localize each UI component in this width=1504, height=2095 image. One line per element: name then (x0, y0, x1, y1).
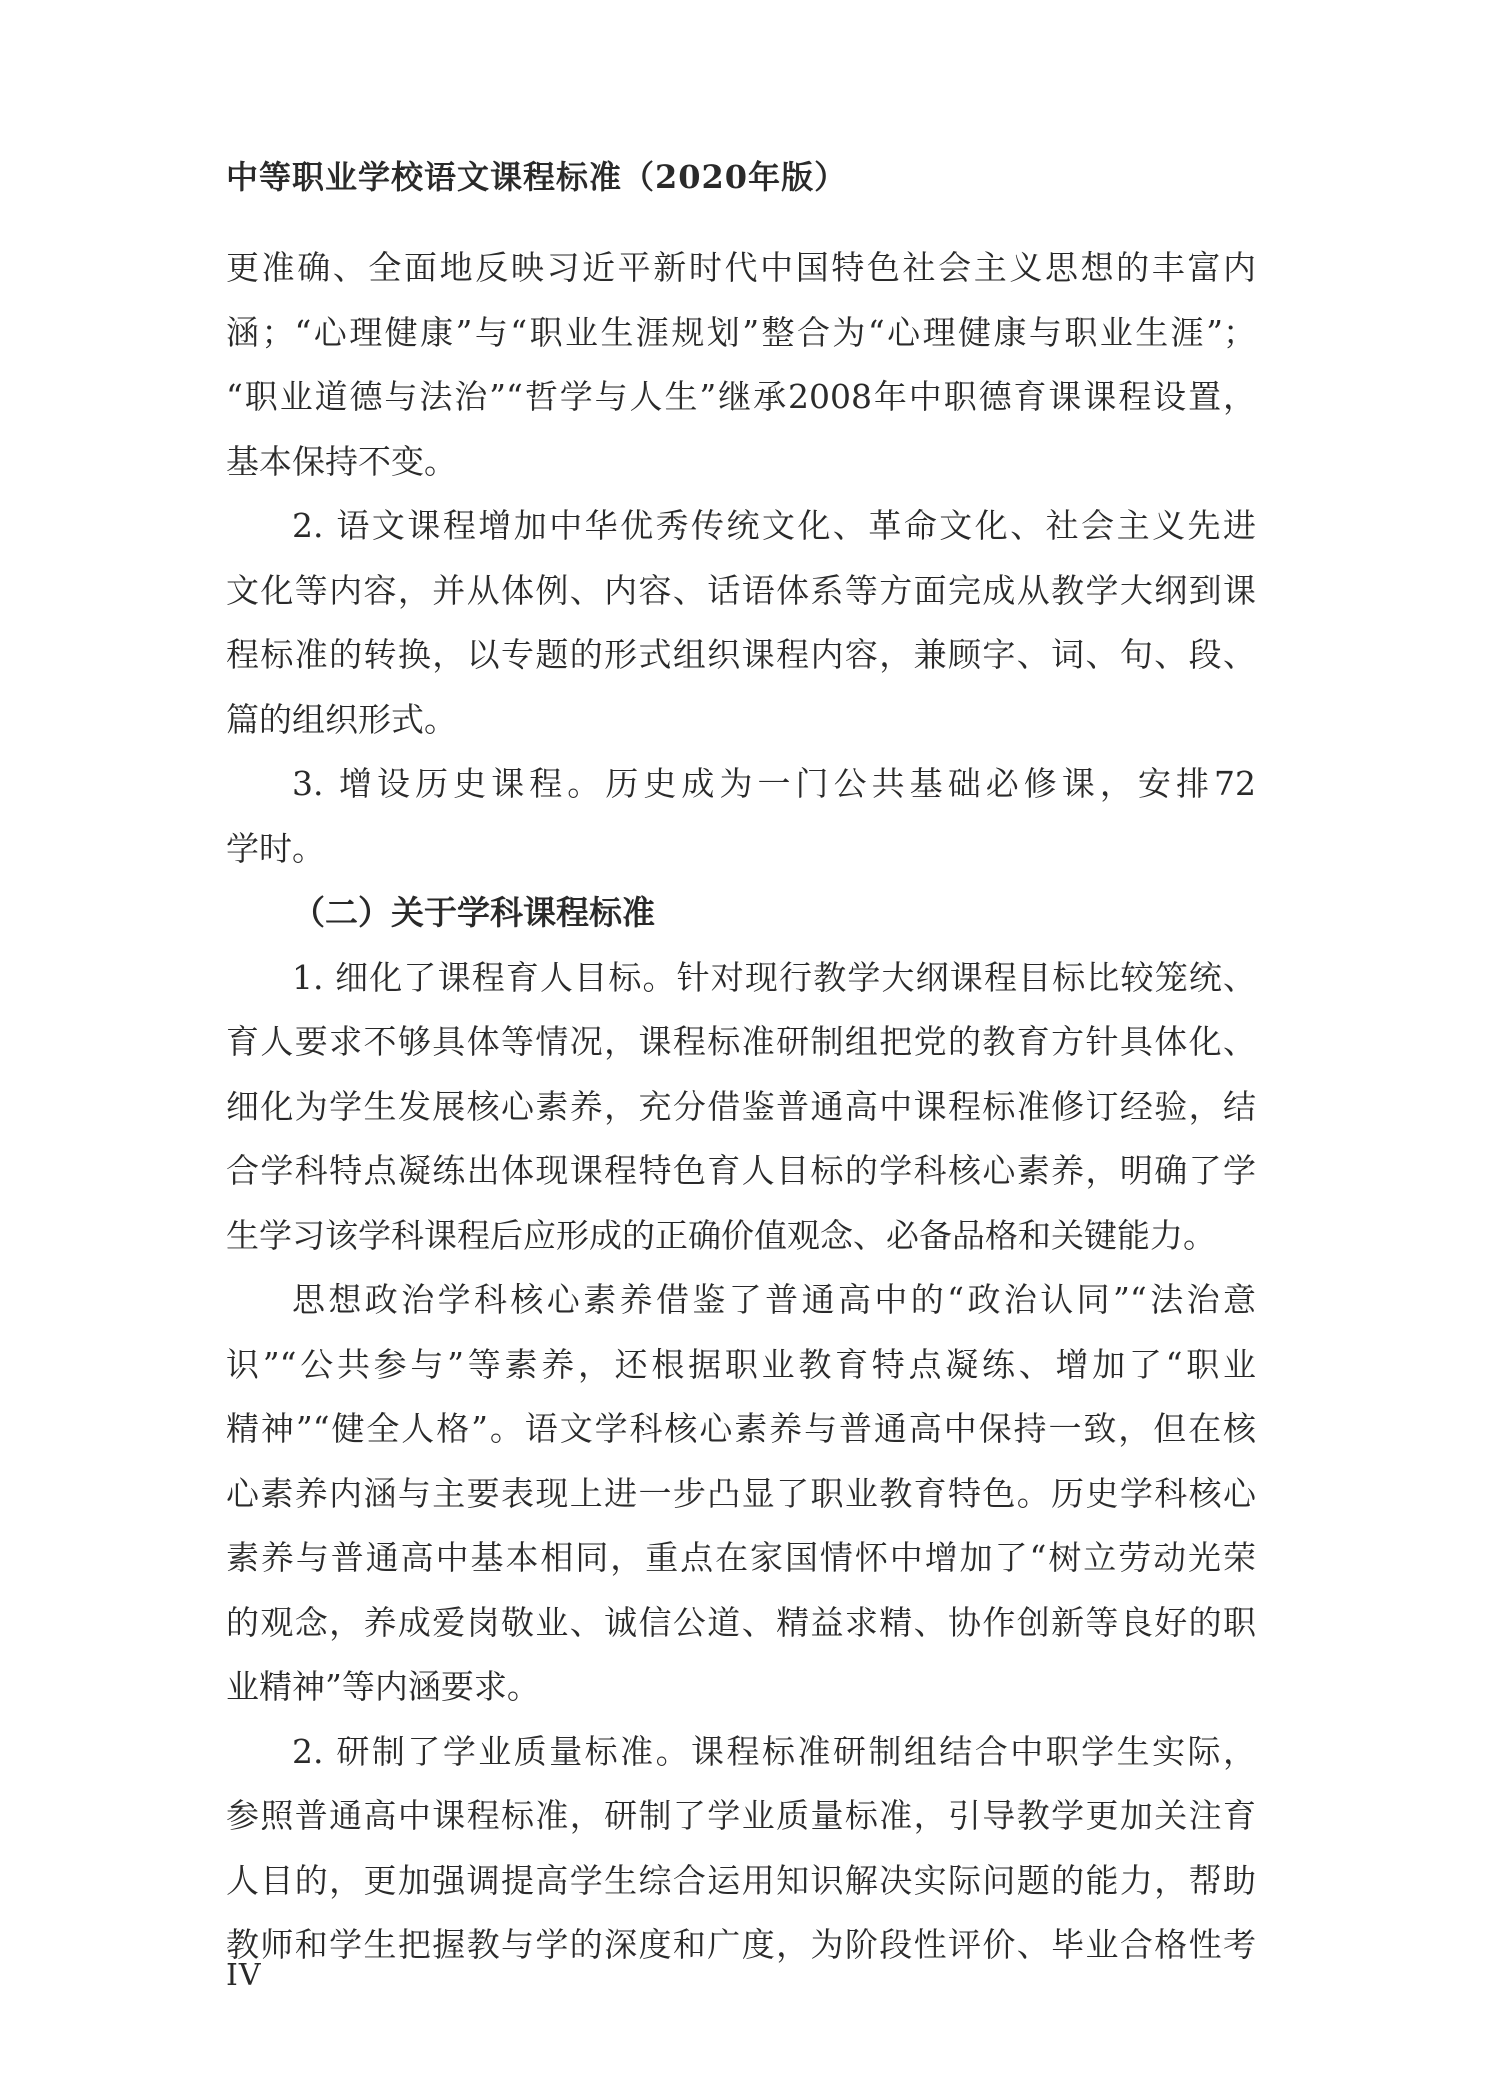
text-line: 基本保持不变。 (226, 441, 457, 481)
text-line: 生学习该学科课程后应形成的正确价值观念、必备品格和关键能力。 (226, 1215, 1216, 1255)
paragraph-item-2b: 2. 研制了学业质量标准。课程标准研制组结合中职学生实际， (292, 1731, 1256, 1771)
text-line: 篇的组织形式。 (226, 699, 457, 739)
section-heading: （二）关于学科课程标准 (292, 893, 655, 932)
paragraph-item-3: 3. 增设历史课程。历史成为一门公共基础必修课，安排72 (292, 764, 1256, 803)
text-line: “职业道德与法治”“哲学与人生”继承2008年中职德育课课程设置， (226, 377, 1256, 416)
text-line: 更准确、全面地反映习近平新时代中国特色社会主义思想的丰富内 (226, 248, 1256, 287)
text-line: 的观念，养成爱岗敬业、诚信公道、精益求精、协作创新等良好的职 (226, 1602, 1256, 1642)
text-line: 学时。 (226, 828, 325, 868)
text-line: 程标准的转换，以专题的形式组织课程内容，兼顾字、词、句、段、 (226, 635, 1256, 674)
text-line: 业精神”等内涵要求。 (226, 1667, 540, 1706)
paragraph-item-2: 2. 语文课程增加中华优秀传统文化、革命文化、社会主义先进 (292, 506, 1256, 545)
running-header-title: 中等职业学校语文课程标准（2020年版） (226, 158, 848, 196)
text-line: 细化为学生发展核心素养，充分借鉴普通高中课程标准修订经验，结 (226, 1086, 1256, 1126)
body-text (226, 236, 1256, 1978)
text-line: 参照普通高中课程标准，研制了学业质量标准，引导教学更加关注育 (226, 1796, 1256, 1835)
paragraph-start: 思想政治学科核心素养借鉴了普通高中的“政治认同”“法治意 (292, 1280, 1256, 1319)
text-line: 心素养内涵与主要表现上进一步凸显了职业教育特色。历史学科核心 (226, 1473, 1256, 1513)
paragraph-item-1: 1. 细化了课程育人目标。针对现行教学大纲课程目标比较笼统、 (292, 957, 1256, 997)
text-line: 涵；“心理健康”与“职业生涯规划”整合为“心理健康与职业生涯”； (226, 312, 1256, 352)
text-line: 素养与普通高中基本相同，重点在家国情怀中增加了“树立劳动光荣 (226, 1538, 1256, 1577)
text-line: 精神”“健全人格”。语文学科核心素养与普通高中保持一致，但在核 (226, 1409, 1256, 1448)
text-line: 合学科特点凝练出体现课程特色育人目标的学科核心素养，明确了学 (226, 1151, 1256, 1190)
text-line: 教师和学生把握教与学的深度和广度，为阶段性评价、毕业合格性考 (226, 1925, 1256, 1964)
page-number: IV (226, 1958, 262, 1993)
text-line: 育人要求不够具体等情况，课程标准研制组把党的教育方针具体化、 (226, 1022, 1256, 1061)
text-line: 文化等内容，并从体例、内容、话语体系等方面完成从教学大纲到课 (226, 570, 1256, 610)
text-line: 人目的，更加强调提高学生综合运用知识解决实际问题的能力，帮助 (226, 1860, 1256, 1900)
text-line: 识”“公共参与”等素养，还根据职业教育特点凝练、增加了“职业 (226, 1344, 1256, 1384)
